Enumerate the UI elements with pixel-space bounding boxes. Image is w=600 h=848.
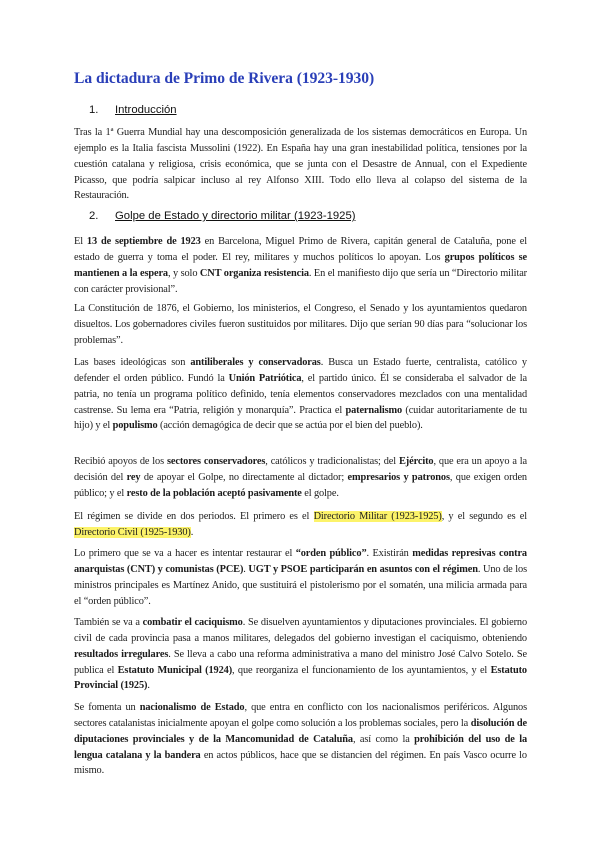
text-run: . Se lleva a cabo una reforma administrativa a mano del ministro José Calvo Sotelo. Se publica el: [74, 648, 530, 676]
paragraph-apoyos: [74, 454, 530, 502]
bold-text: populismo: [112, 420, 158, 432]
bold-text: resultados irregulares: [74, 648, 169, 660]
highlighted-text: Directorio Militar (1923-1925): [313, 511, 442, 522]
bold-text: UGT y PSOE participarán en asuntos con el régimen: [248, 563, 478, 575]
text-run: , que era un apoyo a la decisión del: [74, 456, 530, 483]
text-run: Se fomenta un: [74, 702, 140, 713]
text-run: , y solo: [167, 267, 200, 279]
text-run: en Barcelona, Miguel Primo de Rivera, capitán general de Cataluña, pone el estado de guerra y toma el poder. El rey, militares y muchos políticos lo apoyan. Los: [74, 236, 530, 263]
text-run: , que exigen orden público; y el: [74, 471, 530, 499]
text-run: Lo primero que se va a hacer es intentar restaurar el: [74, 548, 296, 559]
section-number: 1.: [89, 104, 99, 116]
document-title: La dictadura de Primo de Rivera (1923-1930): [74, 70, 375, 87]
bold-text: sectores conservadores: [166, 456, 266, 467]
text-run: , católicos y tradicionalistas; del: [265, 456, 399, 467]
text-run: .: [243, 563, 249, 575]
text-run: Tras la 1ª Guerra Mundial hay una descomposición generalizada de los sistemas democráticos en Europa. Un ejemplo es la Italia fascista Mussolini (1922). En España hay una gran inestabilidad política, tensiones por la cuestión catalana y religiosa, crisis económica, que se junta con el Desastre de Annual, con el Expediente Picasso, que podría salpicar incluso al rey Alfonso XIII. Todo ello lleva al colapso del sistema de la Restauración.: [74, 127, 530, 202]
text-run: Las bases ideológicas son: [74, 357, 191, 368]
text-run: El: [74, 236, 87, 247]
section-heading-golpe: [74, 210, 356, 222]
bold-text: disolución de diputaciones provinciales y de la Mancomunidad de Cataluña: [74, 717, 527, 745]
text-run: . Uno de los ministros principales es Martínez Anido, que sustituirá el pistolerismo por el somatén, una milicia armada para el “orden público”.: [74, 563, 530, 607]
bold-text: resto de la población aceptó pasivamente: [126, 487, 302, 499]
text-run: el golpe.: [301, 487, 339, 499]
bold-text: antiliberales y conservadoras: [190, 357, 321, 368]
bold-text: prohibición del uso de la lengua catalana y la bandera: [74, 733, 527, 761]
text-run: .: [147, 680, 150, 692]
text-run: , que entra en conflicto con los nacionalismos periféricos. Algunos sectores catalanistas inicialmente apoyan el golpe como solución a los problemas sociales, pero la: [74, 702, 530, 729]
paragraph-nacionalismo: [74, 700, 530, 779]
bold-text: “orden público”: [295, 548, 367, 559]
paragraph-13-septiembre: [74, 234, 530, 297]
text-run: El régimen se divide en dos periodos. El primero es el: [74, 511, 314, 522]
paragraph-caciquismo: [74, 615, 530, 694]
text-run: de apoyar el Golpe, no directamente al dictador;: [140, 471, 348, 483]
section-heading-text: Introducción: [115, 104, 177, 116]
bold-text: empresarios y patronos: [347, 471, 450, 483]
paragraph-periodos: [74, 509, 530, 541]
text-run: en actos públicos, hace que se distancien del régimen. En país Vasco ocurre lo mismo.: [74, 749, 530, 777]
text-run: , que reorganiza el funcionamiento de los ayuntamientos, y el: [232, 664, 491, 676]
bold-text: 13 de septiembre de 1923: [86, 236, 201, 247]
text-run: (acción demagógica de decir que se actúa por el bien del pueblo).: [157, 420, 423, 432]
paragraph-orden-publico: [74, 546, 530, 609]
bold-text: rey: [126, 471, 141, 483]
bold-text: CNT organiza resistencia: [199, 267, 309, 279]
bold-text: Estatuto Municipal (1924): [117, 664, 233, 676]
bold-text: Ejército: [399, 456, 434, 467]
bold-text: nacionalismo de Estado: [139, 702, 245, 713]
section-heading-introduccion: [74, 104, 177, 116]
text-run: . Busca un Estado fuerte, centralista, católico y defender el orden público. Fundó la: [74, 357, 530, 384]
text-run: .: [190, 526, 194, 538]
text-run: . Se disuelven ayuntamientos y diputaciones provinciales. El gobierno civil de cada provincia pasa a manos militares, delegados del gobierno investigan el caciquismo, obteniendo: [74, 617, 530, 644]
bold-text: Estatuto Provincial (1925): [74, 664, 527, 692]
bold-text: medidas represivas contra anarquistas (CNT) y comunistas (PCE): [74, 548, 527, 575]
bold-text: Unión Patriótica: [228, 372, 302, 384]
bold-text: grupos políticos se mantienen a la espera: [74, 251, 527, 279]
bold-text: paternalismo: [345, 404, 403, 416]
paragraph-introduccion: [74, 125, 530, 204]
text-run: . Existirán: [366, 548, 413, 559]
text-run: , y el segundo es el: [441, 511, 530, 522]
paragraph-constitucion: [74, 301, 530, 349]
section-number: 2.: [89, 210, 99, 222]
section-heading-text: Golpe de Estado y directorio militar (1923-1925): [115, 210, 356, 222]
text-run: También se va a: [74, 617, 143, 628]
paragraph-bases-ideologicas: [74, 355, 530, 434]
text-run: , el partido único. Él se consideraba el salvador de la patria, no tenía un programa político definido, tenía elementos conservadores mezclados con una mentalidad castrense. Su lema era “Patria, religión y monarquía”. Practica el: [74, 372, 530, 416]
text-run: Recibió apoyos de los: [74, 456, 167, 467]
highlighted-text: Directorio Civil (1925-1930): [74, 526, 191, 538]
bold-text: combatir el caciquismo: [142, 617, 243, 628]
text-run: La Constitución de 1876, el Gobierno, los ministerios, el Congreso, el Senado y los ayuntamientos quedaron disueltos. Los gobernadores civiles fueron sustituidos por militares. Dijo que serían 90 días para “solucionar los problemas”.: [74, 303, 530, 346]
text-run: , así como la: [352, 733, 415, 745]
text-run: . En el manifiesto dijo que sería un “Directorio militar con carácter provisional”.: [74, 267, 530, 295]
text-run: (cuidar autoritariamente de tu hijo) y el: [74, 404, 530, 432]
